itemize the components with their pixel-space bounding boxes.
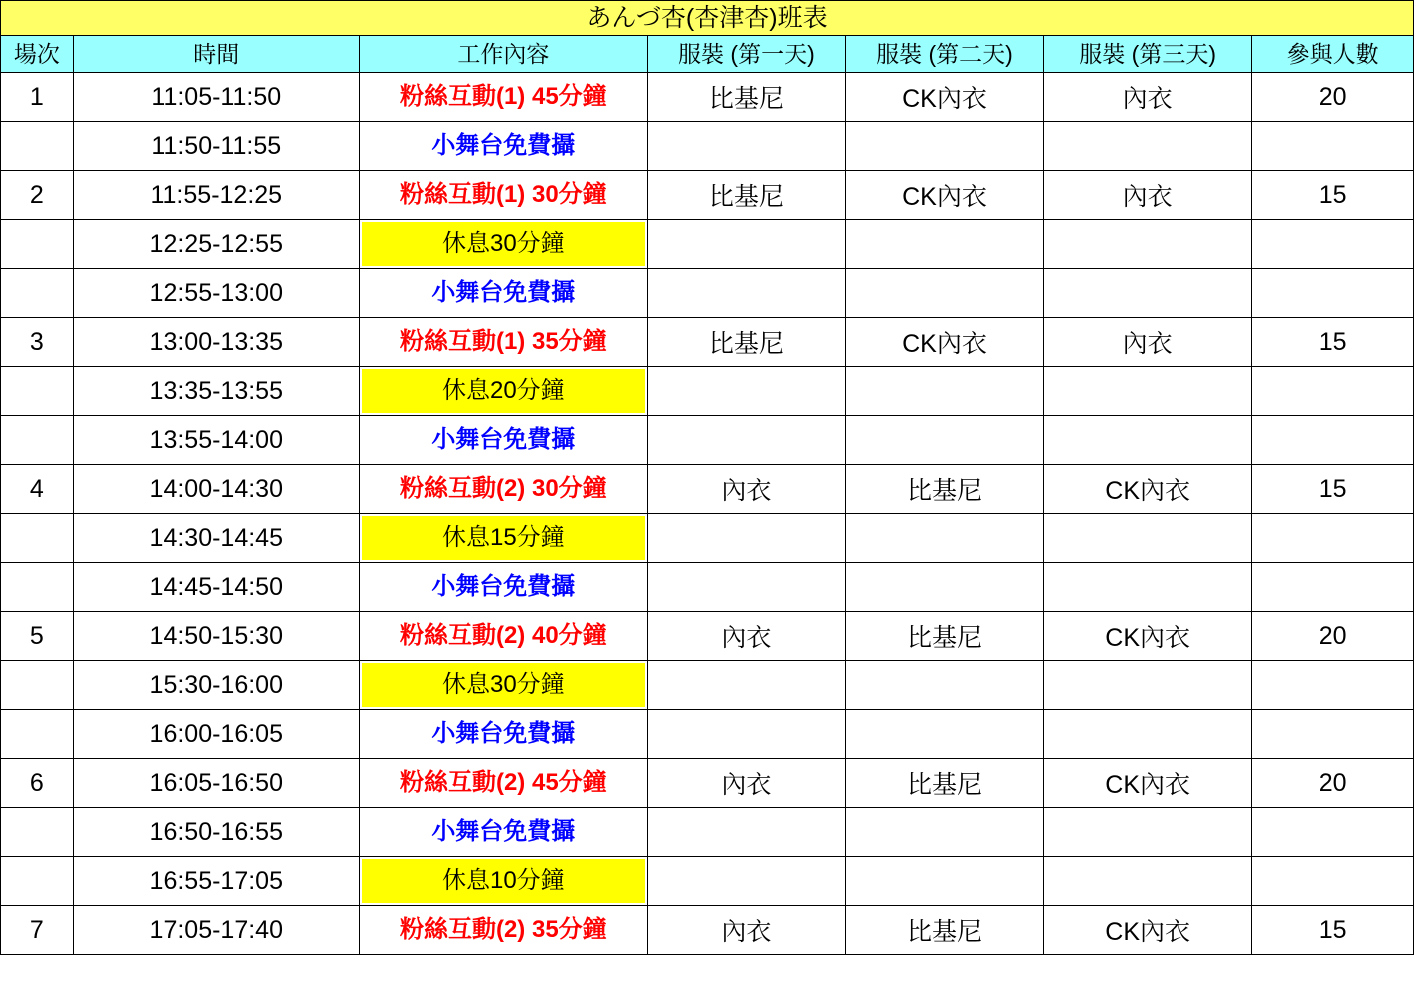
cell-costume-day1 (647, 808, 845, 857)
schedule-table-body (1, 1, 1414, 955)
cell-session (1, 808, 74, 857)
cell-participant-count: 15 (1252, 171, 1414, 220)
header-row (1, 36, 1414, 73)
cell-work-content (359, 73, 647, 122)
cell-work-content (359, 759, 647, 808)
cell-costume-day1 (647, 220, 845, 269)
cell-time: 12:25-12:55 (73, 220, 359, 269)
cell-costume-day3: CK內衣 (1044, 759, 1252, 808)
cell-work-content (359, 220, 647, 269)
table-row (1, 661, 1414, 710)
cell-participant-count: 15 (1252, 906, 1414, 955)
cell-costume-day3 (1044, 661, 1252, 710)
cell-work-content (359, 808, 647, 857)
table-row (1, 857, 1414, 906)
cell-time: 11:50-11:55 (73, 122, 359, 171)
cell-time: 16:55-17:05 (73, 857, 359, 906)
table-row (1, 416, 1414, 465)
cell-session: 6 (1, 759, 74, 808)
cell-costume-day3 (1044, 269, 1252, 318)
work-label: 粉絲互動(2) 35分鐘 (362, 908, 645, 952)
cell-participant-count: 15 (1252, 318, 1414, 367)
table-row (1, 367, 1414, 416)
title-row (1, 1, 1414, 36)
cell-costume-day1 (647, 367, 845, 416)
cell-session (1, 563, 74, 612)
cell-costume-day2: 比基尼 (845, 612, 1043, 661)
column-header-time: 時間 (73, 36, 359, 73)
cell-time: 11:55-12:25 (73, 171, 359, 220)
cell-costume-day1 (647, 563, 845, 612)
cell-costume-day1 (647, 416, 845, 465)
cell-work-content (359, 367, 647, 416)
cell-costume-day3 (1044, 122, 1252, 171)
work-label: 休息20分鐘 (362, 369, 645, 413)
cell-work-content (359, 563, 647, 612)
cell-participant-count (1252, 710, 1414, 759)
cell-work-content (359, 416, 647, 465)
cell-costume-day1: 比基尼 (647, 171, 845, 220)
cell-participant-count (1252, 563, 1414, 612)
column-header-session: 場次 (1, 36, 74, 73)
table-row (1, 318, 1414, 367)
cell-session: 2 (1, 171, 74, 220)
table-row (1, 612, 1414, 661)
cell-time: 14:00-14:30 (73, 465, 359, 514)
cell-costume-day1: 內衣 (647, 612, 845, 661)
cell-work-content (359, 857, 647, 906)
cell-time: 14:50-15:30 (73, 612, 359, 661)
cell-work-content (359, 122, 647, 171)
cell-work-content (359, 318, 647, 367)
work-label: 休息10分鐘 (362, 859, 645, 903)
cell-costume-day1: 內衣 (647, 906, 845, 955)
cell-costume-day1 (647, 514, 845, 563)
cell-participant-count (1252, 808, 1414, 857)
work-label: 粉絲互動(2) 30分鐘 (362, 467, 645, 511)
work-label: 粉絲互動(1) 35分鐘 (362, 320, 645, 364)
cell-participant-count (1252, 857, 1414, 906)
work-label: 粉絲互動(2) 40分鐘 (362, 614, 645, 658)
table-row (1, 808, 1414, 857)
cell-work-content (359, 465, 647, 514)
cell-participant-count (1252, 367, 1414, 416)
cell-costume-day3 (1044, 808, 1252, 857)
cell-costume-day2: CK內衣 (845, 171, 1043, 220)
table-row (1, 465, 1414, 514)
cell-costume-day3: CK內衣 (1044, 465, 1252, 514)
cell-costume-day3 (1044, 710, 1252, 759)
cell-costume-day3: 內衣 (1044, 171, 1252, 220)
cell-participant-count: 20 (1252, 73, 1414, 122)
work-label: 小舞台免費攝 (362, 712, 645, 756)
cell-time: 16:00-16:05 (73, 710, 359, 759)
cell-costume-day2: 比基尼 (845, 759, 1043, 808)
cell-work-content (359, 171, 647, 220)
cell-participant-count (1252, 220, 1414, 269)
cell-costume-day1 (647, 122, 845, 171)
cell-costume-day3: CK內衣 (1044, 612, 1252, 661)
cell-costume-day2 (845, 367, 1043, 416)
table-row (1, 514, 1414, 563)
cell-time: 13:35-13:55 (73, 367, 359, 416)
cell-time: 16:50-16:55 (73, 808, 359, 857)
cell-session (1, 367, 74, 416)
cell-costume-day2 (845, 563, 1043, 612)
table-row (1, 269, 1414, 318)
cell-work-content (359, 514, 647, 563)
table-row (1, 906, 1414, 955)
cell-costume-day1: 內衣 (647, 759, 845, 808)
cell-participant-count (1252, 514, 1414, 563)
cell-costume-day2 (845, 661, 1043, 710)
cell-costume-day3 (1044, 857, 1252, 906)
cell-time: 13:00-13:35 (73, 318, 359, 367)
work-label: 小舞台免費攝 (362, 124, 645, 168)
cell-time: 16:05-16:50 (73, 759, 359, 808)
table-row (1, 73, 1414, 122)
cell-costume-day3 (1044, 367, 1252, 416)
table-row (1, 220, 1414, 269)
schedule-title: あんづ杏(杏津杏)班表 (1, 1, 1414, 36)
work-label: 休息30分鐘 (362, 663, 645, 707)
table-row (1, 759, 1414, 808)
cell-session (1, 416, 74, 465)
cell-time: 12:55-13:00 (73, 269, 359, 318)
cell-costume-day2 (845, 857, 1043, 906)
column-header-count: 參與人數 (1252, 36, 1414, 73)
cell-time: 11:05-11:50 (73, 73, 359, 122)
cell-costume-day3: CK內衣 (1044, 906, 1252, 955)
cell-time: 13:55-14:00 (73, 416, 359, 465)
cell-costume-day2: 比基尼 (845, 906, 1043, 955)
cell-costume-day3: 內衣 (1044, 73, 1252, 122)
work-label: 小舞台免費攝 (362, 271, 645, 315)
cell-costume-day2 (845, 122, 1043, 171)
table-row (1, 171, 1414, 220)
cell-costume-day3: 內衣 (1044, 318, 1252, 367)
column-header-day2: 服裝 (第二天) (845, 36, 1043, 73)
cell-costume-day2 (845, 710, 1043, 759)
work-label: 小舞台免費攝 (362, 565, 645, 609)
work-label: 粉絲互動(2) 45分鐘 (362, 761, 645, 805)
cell-costume-day1 (647, 857, 845, 906)
table-row (1, 710, 1414, 759)
table-row (1, 563, 1414, 612)
work-label: 小舞台免費攝 (362, 418, 645, 462)
cell-costume-day3 (1044, 220, 1252, 269)
cell-costume-day2 (845, 808, 1043, 857)
cell-costume-day2 (845, 514, 1043, 563)
cell-work-content (359, 906, 647, 955)
cell-session (1, 122, 74, 171)
cell-costume-day1 (647, 269, 845, 318)
cell-costume-day1: 比基尼 (647, 318, 845, 367)
column-header-day3: 服裝 (第三天) (1044, 36, 1252, 73)
cell-work-content (359, 710, 647, 759)
work-label: 休息30分鐘 (362, 222, 645, 266)
cell-costume-day1: 內衣 (647, 465, 845, 514)
cell-session (1, 269, 74, 318)
cell-costume-day2: CK內衣 (845, 73, 1043, 122)
cell-costume-day2 (845, 269, 1043, 318)
work-label: 小舞台免費攝 (362, 810, 645, 854)
cell-costume-day3 (1044, 514, 1252, 563)
cell-time: 17:05-17:40 (73, 906, 359, 955)
column-header-day1: 服裝 (第一天) (647, 36, 845, 73)
cell-session: 7 (1, 906, 74, 955)
cell-costume-day2 (845, 416, 1043, 465)
cell-session (1, 220, 74, 269)
cell-costume-day1: 比基尼 (647, 73, 845, 122)
work-label: 休息15分鐘 (362, 516, 645, 560)
cell-costume-day2: CK內衣 (845, 318, 1043, 367)
cell-session: 5 (1, 612, 74, 661)
cell-session: 4 (1, 465, 74, 514)
cell-session (1, 857, 74, 906)
cell-time: 14:30-14:45 (73, 514, 359, 563)
cell-participant-count: 15 (1252, 465, 1414, 514)
cell-work-content (359, 612, 647, 661)
cell-costume-day1 (647, 661, 845, 710)
cell-session: 3 (1, 318, 74, 367)
work-label: 粉絲互動(1) 45分鐘 (362, 75, 645, 119)
cell-session (1, 514, 74, 563)
cell-participant-count: 20 (1252, 759, 1414, 808)
cell-time: 14:45-14:50 (73, 563, 359, 612)
cell-participant-count (1252, 122, 1414, 171)
cell-participant-count (1252, 416, 1414, 465)
cell-session (1, 661, 74, 710)
cell-costume-day3 (1044, 416, 1252, 465)
cell-work-content (359, 661, 647, 710)
column-header-work: 工作內容 (359, 36, 647, 73)
cell-costume-day1 (647, 710, 845, 759)
cell-costume-day3 (1044, 563, 1252, 612)
cell-time: 15:30-16:00 (73, 661, 359, 710)
cell-participant-count: 20 (1252, 612, 1414, 661)
table-row (1, 122, 1414, 171)
work-label: 粉絲互動(1) 30分鐘 (362, 173, 645, 217)
cell-session (1, 710, 74, 759)
cell-session: 1 (1, 73, 74, 122)
cell-costume-day2 (845, 220, 1043, 269)
cell-costume-day2: 比基尼 (845, 465, 1043, 514)
cell-participant-count (1252, 269, 1414, 318)
cell-work-content (359, 269, 647, 318)
cell-participant-count (1252, 661, 1414, 710)
